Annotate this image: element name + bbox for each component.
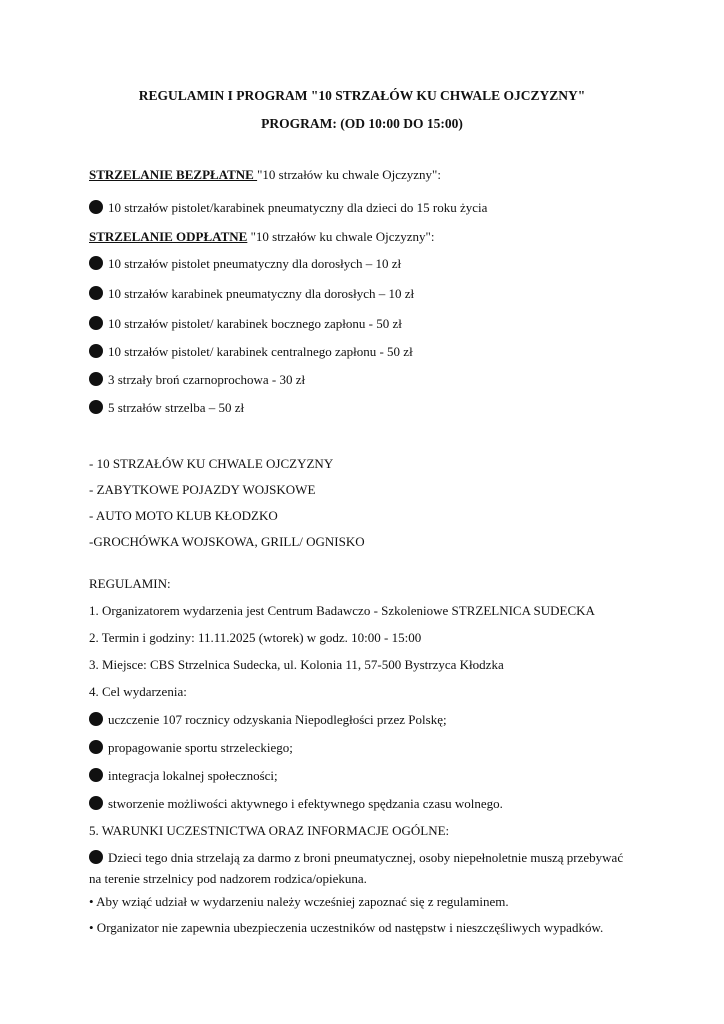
bullet-dot-icon — [89, 344, 103, 358]
paid-shooting-label: STRZELANIE ODPŁATNE — [89, 229, 248, 244]
free-shooting-subtitle: "10 strzałów ku chwale Ojczyzny": — [257, 167, 441, 182]
free-shooting-label: STRZELANIE BEZPŁATNE — [89, 167, 258, 182]
regulamin-point-5: 5. WARUNKI UCZESTNICTWA ORAZ INFORMACJE OGÓLNE: — [89, 823, 450, 838]
bullet-dot-icon — [89, 200, 103, 214]
goal-item: stworzenie możliwości aktywnego i efektywnego spędzania czasu wolnego. — [89, 796, 503, 812]
goal-item: integracja lokalnej społeczności; — [89, 768, 278, 784]
bullet-dot-icon — [89, 768, 103, 782]
condition-item: • Organizator nie zapewnia ubezpieczenia uczestników od następstw i nieszczęśliwych wypadków. — [89, 920, 604, 935]
bullet-dot-icon — [89, 850, 103, 864]
goal-item: uczczenie 107 rocznicy odzyskania Niepodległości przez Polskę; — [89, 712, 447, 728]
bullet-dot-icon — [89, 796, 103, 810]
program-hours: PROGRAM: (OD 10:00 DO 15:00) — [261, 116, 463, 131]
paid-item: 10 strzałów karabinek pneumatyczny dla dorosłych – 10 zł — [89, 286, 414, 302]
regulamin-point: 1. Organizatorem wydarzenia jest Centrum Badawczo - Szkoleniowe STRZELNICA SUDECKA — [89, 603, 595, 618]
program-list-item: - 10 STRZAŁÓW KU CHWALE OJCZYZNY — [89, 456, 334, 471]
goal-item: propagowanie sportu strzeleckiego; — [89, 740, 293, 756]
regulamin-point: 3. Miejsce: CBS Strzelnica Sudecka, ul. Kolonia 11, 57-500 Bystrzyca Kłodzka — [89, 657, 504, 672]
paid-item: 10 strzałów pistolet pneumatyczny dla dorosłych – 10 zł — [89, 256, 401, 272]
bullet-dot-icon — [89, 400, 103, 414]
regulamin-point: 4. Cel wydarzenia: — [89, 684, 187, 699]
conditions-main: Dzieci tego dnia strzelają za darmo z broni pneumatycznej, osoby niepełnoletnie muszą przebywać na terenie strzelnicy pod nadzorem rodzica/opiekuna. — [89, 850, 624, 886]
paid-shooting-heading — [89, 229, 434, 245]
paid-item: 10 strzałów pistolet/ karabinek centralnego zapłonu - 50 zł — [89, 344, 413, 360]
bullet-dot-icon — [89, 316, 103, 330]
paid-item: 10 strzałów pistolet/ karabinek bocznego zapłonu - 50 zł — [89, 316, 402, 332]
condition-item: • Aby wziąć udział w wydarzeniu należy wcześniej zapoznać się z regulaminem. — [89, 894, 509, 909]
bullet-dot-icon — [89, 286, 103, 300]
paid-shooting-subtitle: "10 strzałów ku chwale Ojczyzny": — [247, 229, 435, 244]
program-list-item: - AUTO MOTO KLUB KŁODZKO — [89, 508, 278, 523]
bullet-dot-icon — [89, 740, 103, 754]
free-shooting-heading — [89, 167, 441, 183]
paid-item: 3 strzały broń czarnoprochowa - 30 zł — [89, 372, 305, 388]
free-item: 10 strzałów pistolet/karabinek pneumatyczny dla dzieci do 15 roku życia — [89, 200, 487, 216]
program-list-item: -GROCHÓWKA WOJSKOWA, GRILL/ OGNISKO — [89, 534, 365, 549]
bullet-dot-icon — [89, 372, 103, 386]
paid-item: 5 strzałów strzelba – 50 zł — [89, 400, 244, 416]
bullet-dot-icon — [89, 712, 103, 726]
document-title: REGULAMIN I PROGRAM "10 STRZAŁÓW KU CHWALE OJCZYZNY" — [138, 88, 586, 103]
regulamin-point: 2. Termin i godziny: 11.11.2025 (wtorek) w godz. 10:00 - 15:00 — [89, 630, 422, 645]
regulamin-heading: REGULAMIN: — [89, 576, 171, 591]
program-list-item: - ZABYTKOWE POJAZDY WOJSKOWE — [89, 482, 316, 497]
bullet-dot-icon — [89, 256, 103, 270]
